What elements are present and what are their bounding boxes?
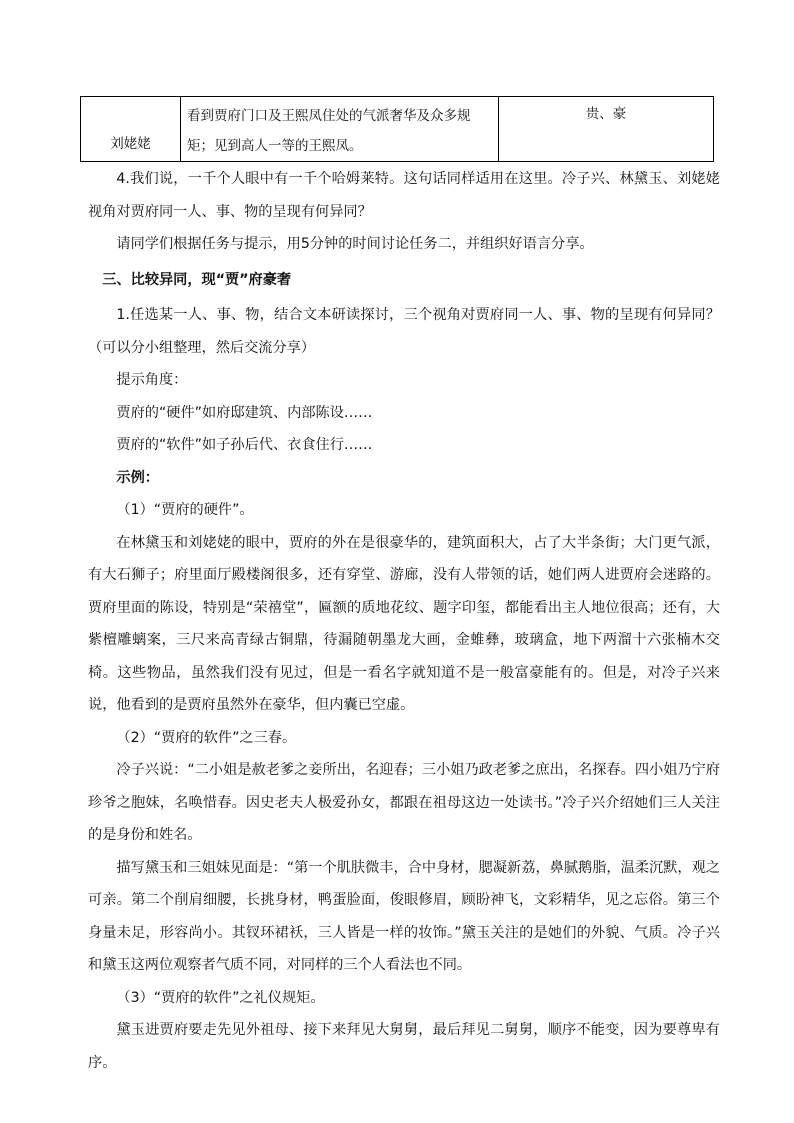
hint-hardware: 贾府的“硬件”如府邸建筑、内部陈设…… [116, 404, 373, 421]
example-3-title: （3）“贾府的软件”之礼仪规矩。 [116, 989, 325, 1006]
hint-label: 提示角度： [116, 372, 188, 388]
impression-cell [499, 97, 714, 162]
hint-software: 贾府的“软件”如子孙后代、衣食住行…… [116, 437, 373, 453]
observer-name-cell [81, 97, 181, 162]
task-1: 1.任选某一人、事、物，结合文本研读探讨，三个视角对贾府同一人、事、物的呈现有何异同？ （可以分小组整理，然后交流分享） [88, 307, 735, 356]
example-3-body: 黛玉进贾府要走先见外祖母、接下来拜见大舅舅，最后拜见二舅舅，顺序不能变，因为要尊卑有序。 [88, 1022, 720, 1071]
table-row [81, 97, 714, 162]
example-2-body: 冷子兴说：“二小姐是赦老爹之妾所出，名迎春；三小姐乃政老爹之庶出，名探春。四小姐乃宁府珍爷之胞妹，名唤惜春。因史老夫人极爱孙女，都跟在祖母这边一处读书。”冷子兴介绍她们三人关注的是身份和姓名。 [88, 762, 720, 843]
observation-text: 看到贾府门口及王熙凤住处的气派奢华及众多规矩；见到高人一等的王熙凤。 [187, 108, 471, 154]
observation-cell [181, 97, 499, 162]
example-2-body-2: 描写黛玉和三姐妹见面是：“第一个肌肤微丰，合中身材，腮凝新荔，鼻腻鹅脂，温柔沉默，观之可亲。第二个削肩细腰，长挑身材，鸭蛋脸面，俊眼修眉，顾盼神飞，文彩精华，见之忘俗。第三个身量未足，形容尚小。其钗环裙袄，三人皆是一样的妆饰。”黛玉关注的是她们的外貌、气质。冷子兴和黛玉这两位观察者气质不同，对同样的三个人看法也不同。 [88, 859, 720, 973]
section-heading: 三、比较异同，现“贾”府豪奢 [102, 271, 292, 288]
example-label: 示例： [116, 469, 159, 486]
example-1-title: （1）“贾府的硬件”。 [116, 502, 254, 518]
impression-text: 贵、豪 [585, 106, 627, 122]
question-4: 4.我们说，一千个人眼中有一千个哈姆莱特。这句话同样适用在这里。冷子兴、林黛玉、刘姥姥视角对贾府同一人、事、物的呈现有何异同？ [88, 171, 720, 220]
example-2-title: （2）“贾府的软件”之三春。 [116, 729, 297, 746]
observer-table-fragment [80, 96, 714, 162]
discussion-instruction: 请同学们根据任务与提示，用5分钟的时间讨论任务二，并组织好语言分享。 [116, 236, 594, 252]
observer-name: 刘姥姥 [110, 136, 151, 152]
document-body [88, 163, 735, 1079]
example-1-body: 在林黛玉和刘姥姥的眼中，贾府的外在是很豪华的，建筑面积大，占了大半条街；大门更气派，有大石狮子；府里面厅殿楼阁很多，还有穿堂、游廊，没有人带领的话，她们两人进贾府会迷路的。贾府里面的陈设，特别是“荣禧堂”，匾额的质地花纹、题字印玺，都能看出主人地位很高；还有，大紫檀雕螭案，三尺来高青绿古铜鼎，待漏随朝墨龙大画，金蜼彝，玻璃盒，地下两溜十六张楠木交椅。这些物品，虽然我们没有见过，但是一看名字就知道不是一般富豪能有的。但是，对冷子兴来说，他看到的是贾府虽然外在豪华，但内囊已空虚。 [88, 534, 720, 713]
